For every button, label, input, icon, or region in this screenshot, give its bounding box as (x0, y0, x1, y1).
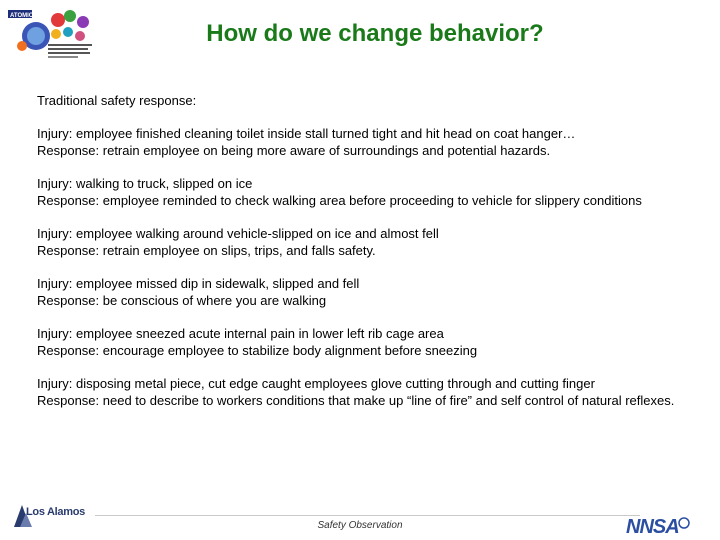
case-1 (37, 125, 687, 159)
response-text: Response: need to describe to workers conditions that make up “line of fire” and self control of natural reflexes. (37, 393, 675, 408)
injury-text: Injury: employee missed dip in sidewalk, slipped and fell (37, 276, 360, 291)
case-6 (37, 375, 687, 409)
footer-caption: Safety Observation (317, 520, 403, 531)
injury-text: Injury: employee sneezed acute internal pain in lower left rib cage area (37, 326, 444, 341)
injury-text: Injury: walking to truck, slipped on ice (37, 176, 253, 191)
injury-text: Injury: employee finished cleaning toilet inside stall turned tight and hit head on coat hanger… (37, 126, 576, 141)
intro-text: Traditional safety response: (37, 93, 197, 108)
slide-body (37, 92, 687, 425)
injury-text: Injury: employee walking around vehicle-slipped on ice and almost fell (37, 226, 439, 241)
page-title: How do we change behavior? (206, 20, 544, 47)
footer-divider (95, 515, 640, 516)
case-4 (37, 275, 687, 309)
svg-text:ATOMICS: ATOMICS (10, 13, 38, 19)
case-5 (37, 325, 687, 359)
injury-text: Injury: disposing metal piece, cut edge caught employees glove cutting through and cutting finger (37, 376, 595, 391)
response-text: Response: employee reminded to check walking area before proceeding to vehicle for slippery conditions (37, 193, 642, 208)
los-alamos-text: Los Alamos (26, 506, 85, 518)
case-3 (37, 225, 687, 259)
nnsa-logo (626, 514, 696, 538)
response-text: Response: retrain employee on being more aware of surroundings and potential hazards. (37, 143, 551, 158)
case-2 (37, 175, 687, 209)
response-text: Response: encourage employee to stabilize body alignment before sneezing (37, 343, 478, 358)
response-text: Response: retrain employee on slips, trips, and falls safety. (37, 243, 376, 258)
svg-text:NNSA: NNSA (626, 516, 679, 538)
response-text: Response: be conscious of where you are walking (37, 293, 327, 308)
